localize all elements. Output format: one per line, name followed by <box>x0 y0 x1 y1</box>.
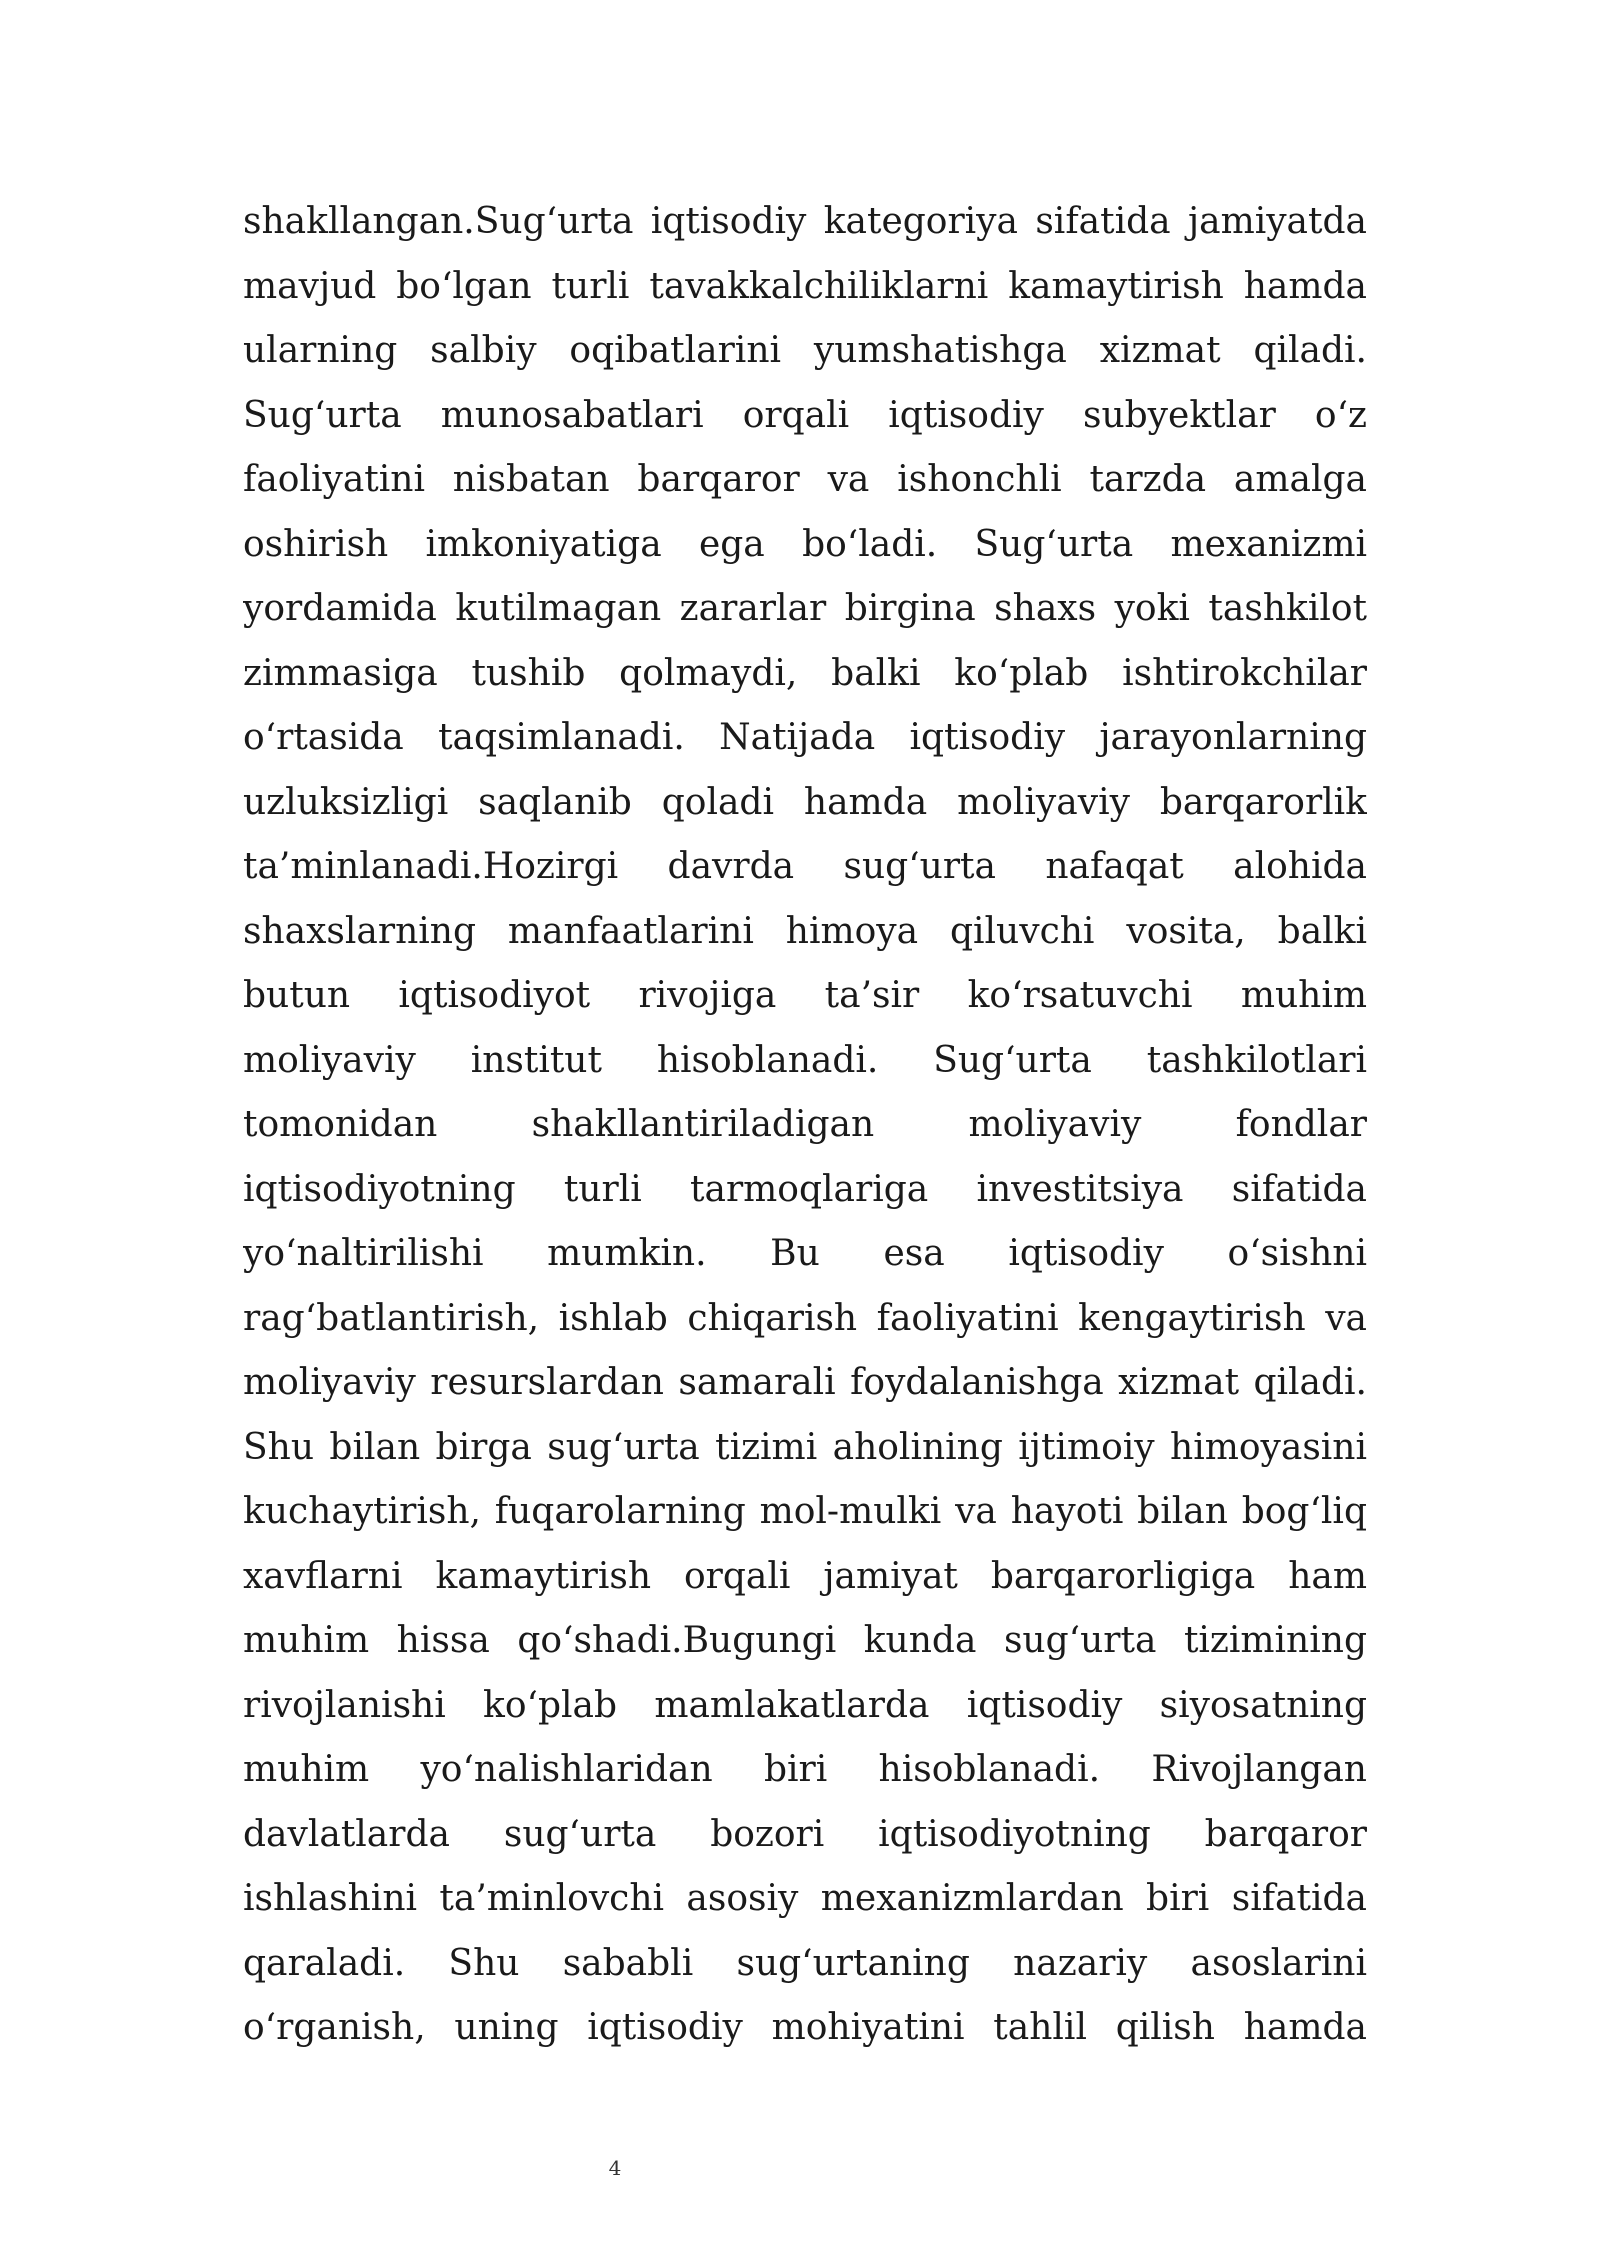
body-paragraph <box>243 190 1367 2061</box>
text-line: xavflarni kamaytirish orqali jamiyat barqarorligiga ham <box>243 1555 1367 1597</box>
text-line: yordamida kutilmagan zararlar birgina shaxs yoki tashkilot <box>243 588 1367 629</box>
text-line: o‘rganish, uning iqtisodiy mohiyatini tahlil qilish hamda <box>243 2007 1367 2048</box>
text-line: ta’minlanadi.Hozirgi davrda sug‘urta nafaqat alohida <box>243 846 1367 887</box>
text-line: muhim hissa qo‘shadi.Bugungi kunda sug‘urta tizimining <box>243 1620 1367 1661</box>
text-line: tomonidan shakllantiriladigan moliyaviy fondlar <box>243 1104 1367 1145</box>
text-line: ishlashini ta’minlovchi asosiy mexanizmlardan biri sifatida <box>243 1878 1367 1919</box>
text-line: uzluksizligi saqlanib qoladi hamda moliyaviy barqarorlik <box>243 781 1367 823</box>
text-line: davlatlarda sug‘urta bozori iqtisodiyotning barqaror <box>243 1813 1367 1855</box>
text-line: rivojlanishi ko‘plab mamlakatlarda iqtisodiy siyosatning <box>243 1684 1367 1726</box>
text-line: Shu bilan birga sug‘urta tizimi aholining ijtimoiy himoyasini <box>243 1426 1367 1468</box>
text-line: Sug‘urta munosabatlari orqali iqtisodiy subyektlar o‘z <box>243 394 1367 436</box>
text-line: muhim yo‘nalishlaridan biri hisoblanadi. Rivojlangan <box>243 1749 1367 1790</box>
text-line: rag‘batlantirish, ishlab chiqarish faoliyatini kengaytirish va <box>243 1297 1367 1339</box>
text-line: shaxslarning manfaatlarini himoya qiluvchi vosita, balki <box>243 910 1367 952</box>
text-line: moliyaviy resurslardan samarali foydalanishga xizmat qiladi. <box>243 1362 1367 1403</box>
text-line: yo‘naltirilishi mumkin. Bu esa iqtisodiy o‘sishni <box>243 1233 1367 1274</box>
text-line: iqtisodiyotning turli tarmoqlariga investitsiya sifatida <box>243 1168 1367 1210</box>
text-line: moliyaviy institut hisoblanadi. Sug‘urta tashkilotlari <box>243 1039 1367 1081</box>
page-number: 4 <box>608 2156 622 2180</box>
text-line: butun iqtisodiyot rivojiga ta’sir ko‘rsatuvchi muhim <box>243 975 1367 1016</box>
text-line: ularning salbiy oqibatlarini yumshatishga xizmat qiladi. <box>243 330 1367 371</box>
text-line: zimmasiga tushib qolmaydi, balki ko‘plab ishtirokchilar <box>243 652 1367 694</box>
text-line: kuchaytirish, fuqarolarning mol-mulki va hayoti bilan bog‘liq <box>243 1491 1367 1532</box>
text-line: o‘rtasida taqsimlanadi. Natijada iqtisodiy jarayonlarning <box>243 717 1367 758</box>
text-line: faoliyatini nisbatan barqaror va ishonchli tarzda amalga <box>243 459 1367 500</box>
text-line: oshirish imkoniyatiga ega bo‘ladi. Sug‘urta mexanizmi <box>243 523 1367 565</box>
text-line: qaraladi. Shu sababli sug‘urtaning nazariy asoslarini <box>243 1942 1367 1984</box>
text-line: mavjud bo‘lgan turli tavakkalchiliklarni kamaytirish hamda <box>243 265 1367 307</box>
text-line: shakllangan.Sug‘urta iqtisodiy kategoriya sifatida jamiyatda <box>243 201 1367 242</box>
